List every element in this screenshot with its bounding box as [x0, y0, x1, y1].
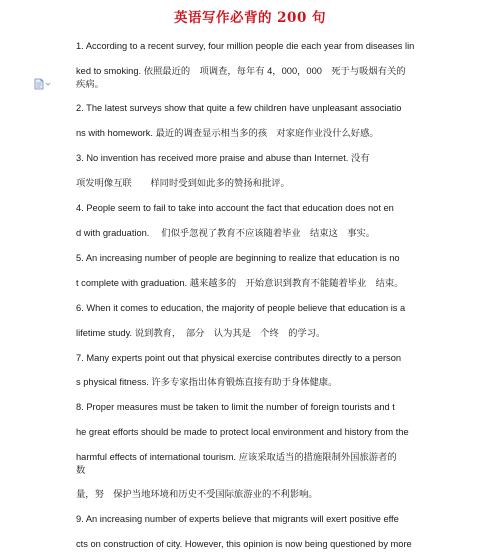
text-line: 6. When it comes to education, the majority of people believe that education is a: [76, 303, 406, 313]
text-line: harmful effects of international tourism. 应该采取适当的措施限制外国旅游者的: [76, 452, 397, 462]
text-line: s physical fitness. 许多专家指出体育锻炼直接有助于身体健康。: [76, 377, 338, 387]
text-line: cts on construction of city. However, this opinion is now being questioned by more: [76, 539, 412, 549]
text-line: 4. People seem to fail to take into account the fact that education does not en: [76, 203, 394, 213]
text-line: 项发明像互联 样同时受到如此多的赞扬和批评。: [76, 178, 290, 188]
text-line: 8. Proper measures must be taken to limit the number of foreign tourists and t: [76, 402, 395, 412]
text-line: t complete with graduation. 越来越多的 开始意识到教育不能随着毕业 结束。: [76, 278, 404, 288]
text-line: 数: [76, 465, 86, 475]
text-line: lifetime study. 说到教育， 部分 认为其是 个终 的学习。: [76, 328, 326, 338]
text-line: 7. Many experts point out that physical exercise contributes directly to a person: [76, 353, 402, 363]
text-line: ns with homework. 最近的调查显示相当多的孩 对家庭作业没什么好感。: [76, 128, 379, 138]
text-line: 9. An increasing number of experts believe that migrants will exert positive effe: [76, 514, 399, 524]
text-line: 1. According to a recent survey, four million people die each year from diseases lin: [76, 41, 415, 51]
text-line: 2. The latest surveys show that quite a few children have unpleasant associatio: [76, 103, 402, 113]
page-title: 英语写作必背的 200 句: [173, 10, 327, 26]
text-line: he great efforts should be made to protect local environment and history from the: [76, 427, 409, 437]
document-icon[interactable]: [33, 78, 53, 90]
text-line: 量，努 保护当地环境和历史不受国际旅游业的不利影响。: [76, 489, 318, 499]
text-line: ked to smoking. 依照最近的 项调查，每年有 4，000，000 死于与吸烟有关的: [76, 66, 406, 76]
text-line: 5. An increasing number of people are beginning to realize that education is no: [76, 253, 400, 263]
text-line: 疾病。: [76, 79, 104, 89]
text-line: 3. No invention has received more praise and abuse than Internet. 没有: [76, 153, 370, 163]
text-line: d with graduation. 们似乎忽视了教育不应该随着毕业 结束这 事实。: [76, 228, 376, 238]
